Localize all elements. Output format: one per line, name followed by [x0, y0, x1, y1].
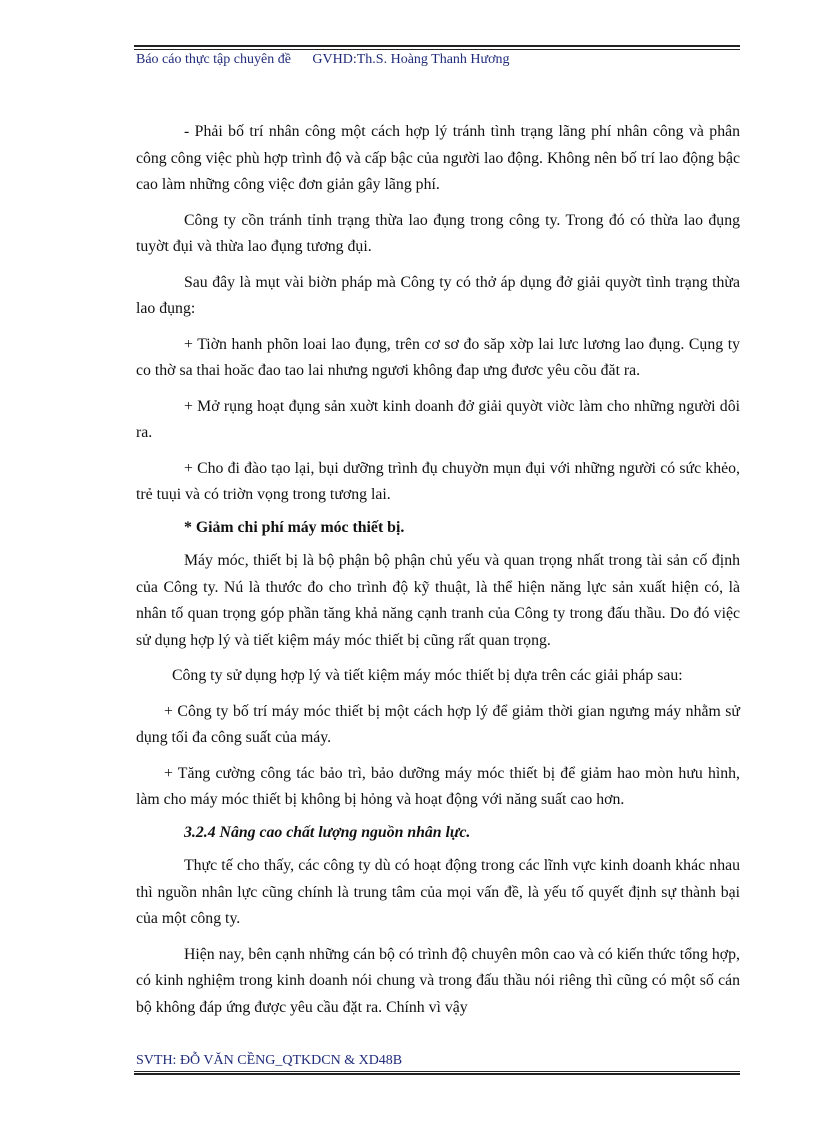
header-advisor: GVHD:Th.S. Hoàng Thanh Hương: [312, 52, 510, 67]
paragraph-machinery-importance: Máy móc, thiết bị là bộ phận bộ phận chủ yếu và quan trọng nhất trong tài sản cố định của Công ty. Nú là thước đo cho trình độ kỹ thuật, là thể hiện năng lực sản xuất hiện có, là nhân tố quan trọng góp phần tăng khả năng cạnh tranh của Công ty trong đấu thầu. Do đó việc sử dụng hợp lý và tiết kiệm máy móc thiết bị cũng rất quan trọng.: [136, 552, 740, 649]
paragraph-machinery-solutions: Công ty sử dụng hợp lý và tiết kiệm máy móc thiết bị dựa trên các giải pháp sau:: [172, 667, 683, 684]
paragraph-measure-classify: + Tiờn hanh phõn loai lao đụng, trên cơ sơ đo săp xờp lai lưc lương lao đụng. Cụng ty co thờ sa thai hoăc đao tao lai nhưng ngươi không đap ưng đươc yêu cõu đăt ra.: [136, 335, 740, 379]
paragraph-hr-central: Thực tế cho thấy, các công ty dù có hoạt động trong các lĩnh vực kinh doanh khác nhau thì nguồn nhân lực cũng chính là trung tâm của mọi vấn đề, là yếu tố quyết định sự thành bại của một công ty.: [136, 857, 740, 927]
heading-section-3-2-4: 3.2.4 Nâng cao chất lượng nguồn nhân lực.: [184, 823, 471, 841]
paragraph-staff-allocation: - Phải bố trí nhân công một cách hợp lý tránh tình trạng lãng phí nhân công và phân công công việc phù hợp trình độ và cấp bậc của người lao động. Không nên bố trí lao động bậc cao làm những công việc đơn giản gây lãng phí.: [136, 123, 740, 193]
page-header: [136, 52, 740, 68]
paragraph-hr-current: Hiện nay, bên cạnh những cán bộ có trình độ chuyên môn cao và có kiến thức tổng hợp, có kinh nghiệm trong kinh doanh nói chung và trong đấu thầu nói riêng thì cũng có một số cán bộ không đáp ứng được yêu cầu đặt ra. Chính vì vậy: [136, 945, 740, 1016]
header-rule-thick: [134, 45, 740, 47]
paragraph-avoid-surplus: Công ty cồn tránh tỉnh trạng thừa lao đụng trong công ty. Trong đó có thừa lao đụng tuyờt đụi và thừa lao đụng tương đụi.: [136, 211, 740, 255]
header-report-title: Báo cáo thực tập chuyên đề: [136, 52, 291, 67]
heading-reduce-machine-costs: * Giảm chi phí máy móc thiết bị.: [184, 518, 405, 536]
page-footer: SVTH: ĐỖ VĂN CỀNG_QTKDCN & XD48B: [136, 1053, 403, 1068]
footer-rule-thick: [134, 1073, 740, 1075]
paragraph-measure-retrain: + Cho đi đào tạo lại, bụi dưỡng trình đụ chuyờn mụn đụi với những người có sức khẻo, trẻ tuụi và có triờn vọng trong tương lai.: [136, 459, 740, 503]
footer-rule-thin: [134, 1071, 740, 1072]
paragraph-machinery-arrange: + Công ty bố trí máy móc thiết bị một cách hợp lý để giảm thời gian ngưng máy nhằm sử dụng tối đa công suất của máy.: [136, 702, 740, 746]
paragraph-measure-expand: + Mở rụng hoạt đụng sản xuờt kinh doanh đở giải quyờt viờc làm cho những người dôi ra.: [136, 397, 740, 441]
body-content: [136, 119, 740, 1030]
paragraph-measures-intro: Sau đây là mụt vài biờn pháp mà Công ty có thở áp dụng đở giải quyờt tình trạng thừa lao đụng:: [136, 273, 740, 317]
header-rule-thin: [134, 49, 740, 50]
paragraph-machinery-maintenance: + Tăng cường công tác bảo trì, bảo dưỡng máy móc thiết bị để giảm hao mòn hưu hình, làm cho máy móc thiết bị không bị hỏng và hoạt động với năng suất cao hơn.: [136, 764, 740, 808]
